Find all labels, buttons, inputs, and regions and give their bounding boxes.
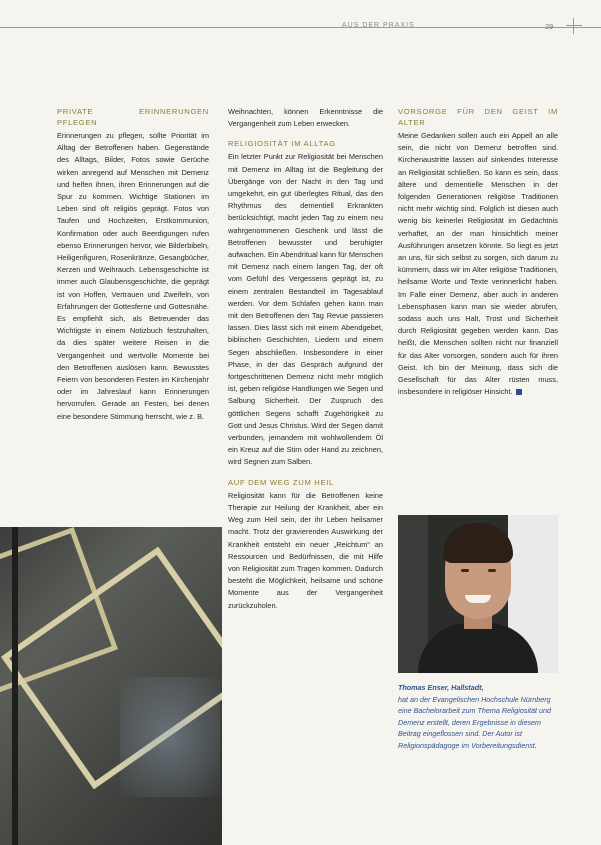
heading-private-erinnerungen: PRIVATE ERINNERUNGEN PFLEGEN bbox=[57, 107, 209, 127]
paragraph-vorsorge bbox=[398, 130, 558, 398]
paragraph-weihnachten: Weihnachten, können Erkenntnisse die Vergangenheit zum Leben erwecken. bbox=[228, 107, 383, 129]
portrait-smile bbox=[465, 595, 491, 603]
author-name: Thomas Enser, Hallstadt, bbox=[398, 683, 484, 692]
paragraph-vorsorge-text: Meine Gedanken sollen auch ein Appell an alle sein, die nicht von Demenz betroffen sind. Kirchenaustritte lassen auf sinkendes Interesse an Religiosität schließen. So kann es sein, dass ältere und dementielle Menschen in der folgenden Generationen religiöse Traditionen nicht mehr wichtig sind. Folglich ist diesen auch wenig bis keinerlei Religiosität im Gedächtnis verhaftet, an der man hinsichtlich meiner Ausführungen ansetzen könnte. So liegt es jetzt an uns, für sich selbst zu sorgen, sich darum zu kümmern, dass wir im Alter religiöse Traditionen, heilsame Worte und Texte verinnerlicht haben. Im Falle einer Demenz, aber auch in anderen Lebensphasen kann man sie wieder abrufen, sodass auch uns Halt, Trost und Sicherheit durch Religiosität gegeben werden kann. Das heißt, die Menschen sollten nicht nur finanziell für das Alter vorsorgen, sondern auch für ihren Geist. Ich bin der Meinung, dass sich die Gesellschaft für das Alter rüsten muss, insbesondere in religiöser Hinsicht. bbox=[398, 131, 558, 397]
author-caption bbox=[398, 682, 558, 752]
author-portrait bbox=[398, 515, 558, 673]
left-photo bbox=[0, 527, 222, 845]
paragraph-religiositaet-alltag: Ein letzter Punkt zur Religiosität bei Menschen mit Demenz im Alltag ist die Begleitung der Übergänge von der Nacht in den Tag und umgekehrt, ein gut überlegtes Ritual, das den Rhythmus des dementiell Erkrankten berücksichtigt, macht jeden Tag zu einem neu wahrgenommenen Geschenk und lässt die Betroffenen bewusster und beruhigter aufwachen. Ein Abendritual kann für Menschen mit Demenz nach einem langen Tag, der oft vom Gefühl des Vergessens geprägt ist, zu einem zentralen Bestandteil im Tagesablauf werden. Vor dem Schlafen gehen kann man mit den Betroffenen den Tag Revue passieren lassen. Dies lässt sich mit einem Abendgebet, biblischen Geschichten, Liedern und einem Segen abschließen. Insbesondere in einer Phase, in der das Gespräch aufgrund der fortgeschrittenen Demenz nicht mehr möglich ist, geben religiöse Handlungen wie Segen und Salbung Sicherheit. Der Zuspruch des göttlichen Segens schafft Zugehörigkeit zu Gott und Jesus Christus. Wird der Segen damit verbunden, jemandem mit wohlwollendem Öl ein Kreuz auf die Stirn oder Hand zu zeichnen, wird Segnen zum Salben. bbox=[228, 152, 383, 467]
heading-weg-zum-heil: AUF DEM WEG ZUM HEIL bbox=[228, 477, 334, 487]
portrait-eye bbox=[461, 569, 469, 572]
column-3 bbox=[398, 106, 558, 398]
article-end-marker-icon bbox=[516, 389, 522, 395]
photo-edge bbox=[12, 527, 18, 845]
section-title: AUS DER PRAXIS bbox=[342, 22, 415, 29]
paragraph-erinnerungen: Erinnerungen zu pflegen, sollte Priorität im Alltag der Betroffenen haben. Gegenstände des Alltags, Bilder, Fotos sowie Gerüche wirken anregend auf Menschen mit Demenz und helfen ihnen, ihren Erinnerungen auf die Spur zu kommen. Wichtige Stationen im Leben sind oft religiös geprägt. Fotos von Taufen und Hochzeiten, Erstkommunion, Konfirmation oder auch Beerdigungen rufen ebenso Erinnerungen hervor, wie Bilderbibeln, Heiligenfiguren, Rosenkränze, Gesangbücher, Kerzen und Weihrauch. Lebensgeschichte ist immer auch Glaubensgeschichte, die geprägt ist von Hoffen, Vertrauen und Zweifeln, von Erfahrungen der Gottesferne und Gottesnähe. Es empfiehlt sich, als Betreuender das Wichtigste in einem Notizbuch festzuhalten, da dies später weitere Reisen in die Vergangenheit und wertvolle Momente bei den Betroffenen auslösen kann. Bewusstes Feiern von besonderen Festen im Kirchenjahr oder im Jahreslauf kann Erinnerungen hervorrufen. Gerade an Festen, bei denen eine besondere Stimmung herrscht, wie z. B. bbox=[57, 131, 209, 421]
page-number: 29 bbox=[545, 22, 554, 31]
column-2 bbox=[228, 106, 383, 612]
portrait-hair bbox=[443, 523, 513, 563]
heading-religiositaet-alltag: RELIGIOSITÄT IM ALLTAG bbox=[228, 139, 336, 149]
author-bio: hat an der Evangelischen Hochschule Nürnberg eine Bachelorarbeit zum Thema Religiosität und Demenz erstellt, deren Ergebnisse in diesem Beitrag eingeflossen sind. Der Autor ist Religionspädagoge im Vorbereitungsdienst. bbox=[398, 694, 552, 750]
heading-vorsorge: VORSORGE FÜR DEN GEIST IM ALTER bbox=[398, 107, 558, 127]
registration-cross-icon bbox=[566, 18, 582, 34]
paragraph-weg-zum-heil: Religiosität kann für die Betroffenen keine Therapie zur Heilung der Krankheit, aber ein Weg zum Heil sein, der ihr Leben heilsamer macht. Trotz der gravierenden Auswirkung der Krankheit entsteht ein neuer „Reichtum“ an Ressourcen und Bedürfnissen, die mit Hilfe von Religiosität zum Tragen kommen. Dadurch besteht die Möglichkeit, heilsame und schöne Momente aus der Vergangenheit zurückzuholen. bbox=[228, 490, 383, 610]
light-reflection bbox=[120, 677, 220, 797]
column-1 bbox=[57, 106, 209, 423]
portrait-eye bbox=[488, 569, 496, 572]
header-rule bbox=[0, 27, 601, 28]
